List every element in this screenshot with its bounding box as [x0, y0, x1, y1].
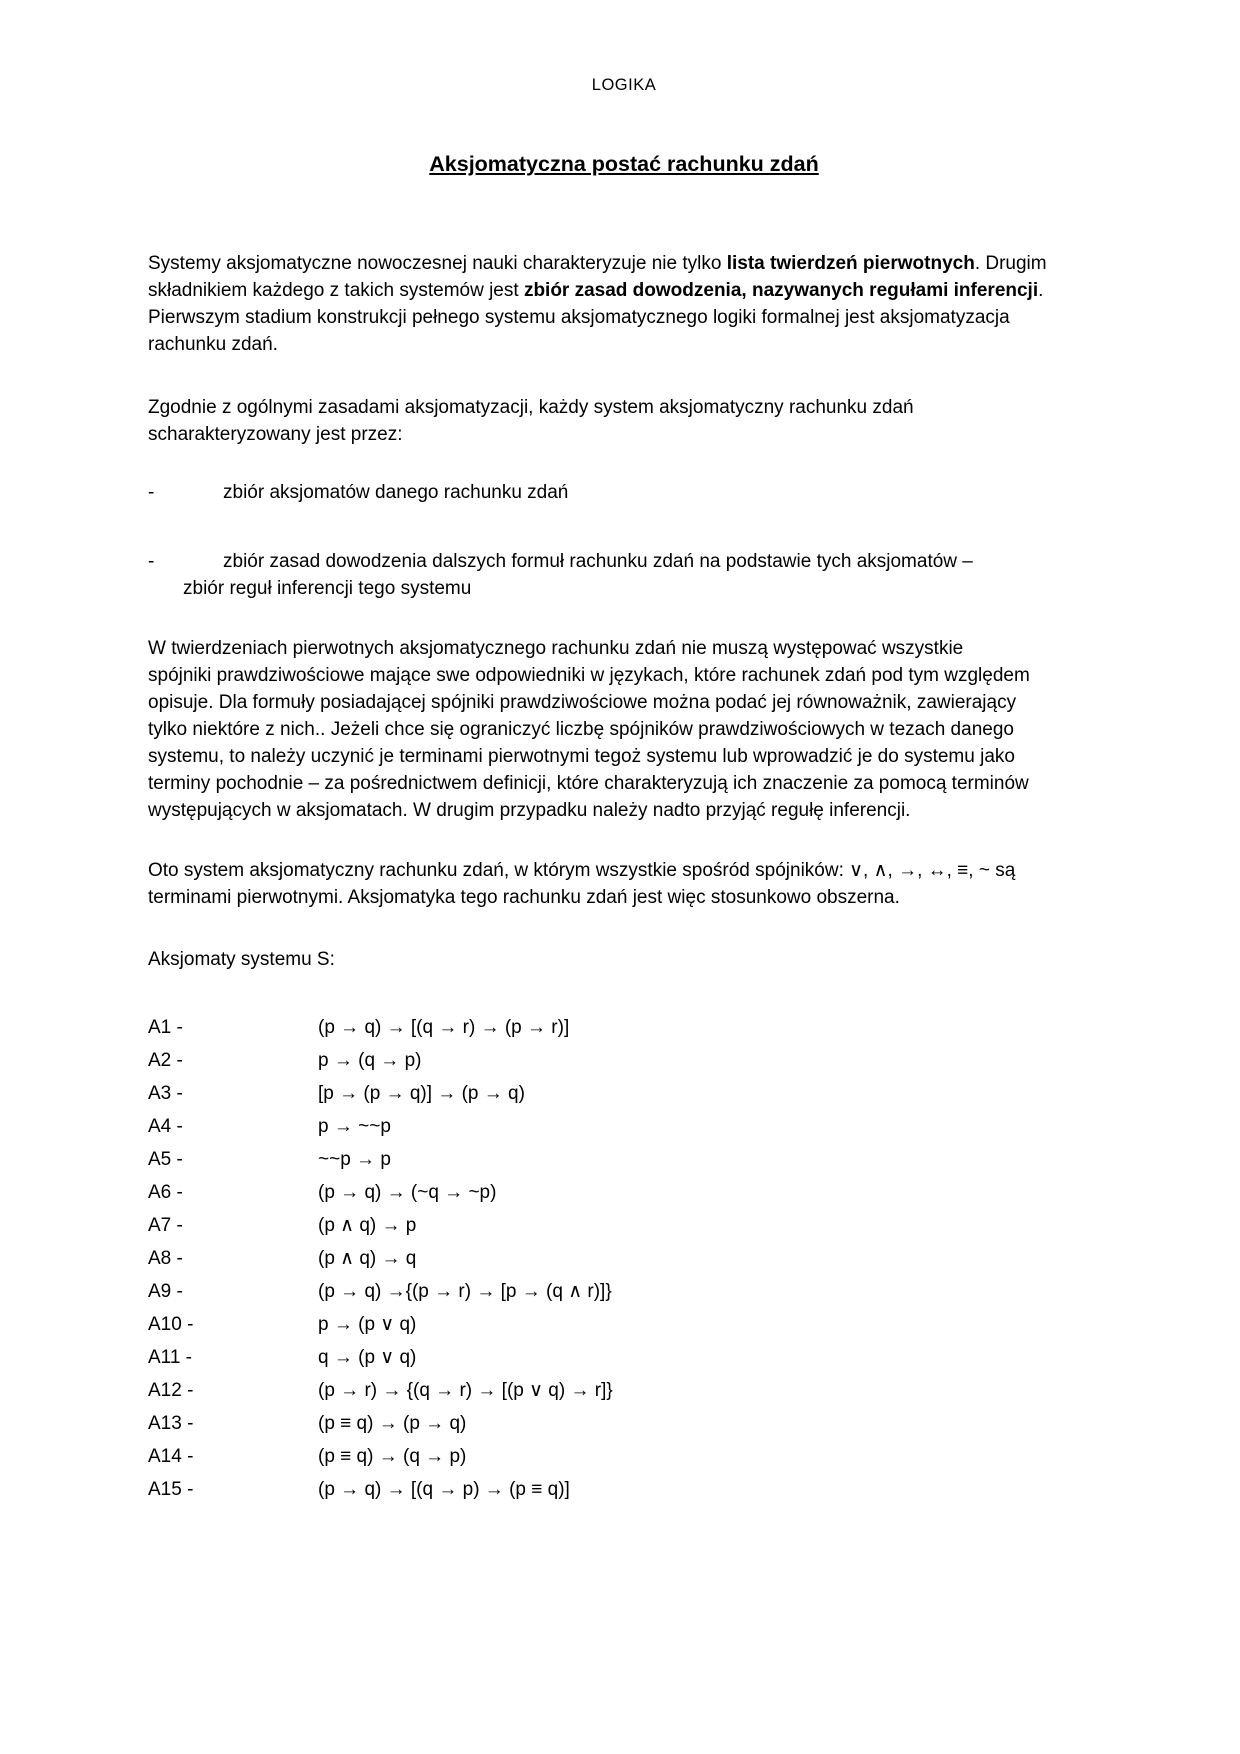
intro-text: . Pierwszym stadium konstrukcji pełnego systemu aksjomatycznego logiki formalnej jest aksjomatyzacja rachunku zdań.	[148, 280, 1044, 355]
paragraph-twierdzenia: W twierdzeniach pierwotnych aksjomatycznego rachunku zdań nie muszą występować wszystkie spójniki prawdziwościowe mające swe odpowiedniki w językach, które rachunek zdań pod tym względem opisuje. Dla formuły posiadającej spójniki prawdziwościowe można podać jej równoważnik, zawierający tylko niektóre z nich.. Jeżeli chce się ograniczyć liczbę spójników prawdziwościowych w tezach danego systemu, to należy uczynić je terminami pierwotnymi tegoż systemu lub wprowadzić je do systemu jako terminy pochodnie – za pośrednictwem definicji, które charakteryzują ich znaczenie za pomocą terminów występujących w aksjomatach. W drugim przypadku należy nadto przyjąć regułę inferencji.	[148, 638, 1030, 821]
axiom-formula: q → (p ∨ q)	[318, 1347, 417, 1368]
axiom-row	[148, 1308, 1100, 1341]
axiom-row	[148, 1275, 1100, 1308]
axiom-row	[148, 1110, 1100, 1143]
axiom-row	[148, 1341, 1100, 1374]
axiom-label: A5 -	[148, 1149, 183, 1170]
page-header: LOGIKA	[591, 76, 657, 94]
axioms-heading: Aksjomaty systemu S:	[148, 949, 335, 970]
axiom-formula: p → (p ∨ q)	[318, 1314, 417, 1335]
axioms-list	[148, 1011, 1100, 1506]
paragraph-intro	[148, 250, 1100, 358]
axiom-label: A7 -	[148, 1215, 183, 1236]
axiom-label: A1 -	[148, 1017, 183, 1038]
axiom-row	[148, 1242, 1100, 1275]
intro-bold-1: lista twierdzeń pierwotnych	[726, 253, 975, 274]
axiom-row	[148, 1143, 1100, 1176]
axiom-formula: p → (q → p)	[318, 1050, 422, 1071]
axiom-label: A3 -	[148, 1083, 183, 1104]
axiom-row	[148, 1440, 1100, 1473]
axiom-label: A4 -	[148, 1116, 183, 1137]
axiom-row	[148, 1044, 1100, 1077]
paragraph-zgodnie: Zgodnie z ogólnymi zasadami aksjomatyzacji, każdy system aksjomatyczny rachunku zdań scharakteryzowany jest przez:	[148, 397, 914, 445]
axiom-label: A2 -	[148, 1050, 183, 1071]
bullet-dash: -	[148, 551, 155, 572]
axiom-formula: (p → q) → [(q → r) → (p → r)]	[318, 1017, 570, 1038]
axiom-row	[148, 1011, 1100, 1044]
page-title	[148, 150, 1100, 178]
axiom-row	[148, 1473, 1100, 1506]
axiom-formula: [p → (p → q)] → (p → q)	[318, 1083, 525, 1104]
axiom-formula: (p ∧ q) → p	[318, 1215, 417, 1236]
intro-text: Systemy aksjomatyczne nowoczesnej nauki charakteryzuje nie tylko	[148, 253, 727, 274]
axiom-label: A15 -	[148, 1479, 194, 1500]
axiom-formula: (p ≡ q) → (q → p)	[318, 1446, 467, 1467]
axiom-formula: (p ≡ q) → (p → q)	[318, 1413, 467, 1434]
axiom-label: A14 -	[148, 1446, 194, 1467]
axiom-formula: ~~p → p	[318, 1149, 391, 1170]
page-title-text: Aksjomatyczna postać rachunku zdań	[429, 152, 819, 176]
axiom-label: A13 -	[148, 1413, 194, 1434]
list-item-text: zbiór aksjomatów danego rachunku zdań	[223, 482, 569, 503]
intro-bold-2: zbiór zasad dowodzenia, nazywanych regułami inferencji	[523, 280, 1039, 301]
intro-text: . Drugim składnikiem każdego z takich systemów jest	[148, 253, 1047, 301]
axiom-formula: (p ∧ q) → q	[318, 1248, 417, 1269]
axiom-formula: (p → q) → [(q → p) → (p ≡ q)]	[318, 1479, 570, 1500]
axiom-row	[148, 1407, 1100, 1440]
axiom-formula: (p → q) → (~q → ~p)	[318, 1182, 497, 1203]
axiom-row	[148, 1176, 1100, 1209]
list-item-text: zbiór zasad dowodzenia dalszych formuł rachunku zdań na podstawie tych aksjomatów – zbiór reguł inferencji tego systemu	[183, 551, 973, 599]
axiom-label: A12 -	[148, 1380, 194, 1401]
list-item	[148, 479, 1100, 506]
axiom-label: A8 -	[148, 1248, 183, 1269]
bullet-dash: -	[148, 482, 155, 503]
axiom-label: A11 -	[148, 1347, 193, 1368]
axiom-row	[148, 1374, 1100, 1407]
axiom-label: A10 -	[148, 1314, 194, 1335]
axiom-row	[148, 1077, 1100, 1110]
axiom-label: A6 -	[148, 1182, 183, 1203]
axiom-formula: p → ~~p	[318, 1116, 391, 1137]
axiom-label: A9 -	[148, 1281, 183, 1302]
paragraph-oto: Oto system aksjomatyczny rachunku zdań, w którym wszystkie spośród spójników: ∨, ∧, →, ↔, ≡, ~ są terminami pierwotnymi. Aksjomatyka tego rachunku zdań jest więc stosunkowo obszerna.	[148, 860, 1016, 908]
axiom-formula: (p → r) → {(q → r) → [(p ∨ q) → r]}	[318, 1380, 613, 1401]
axiom-row	[148, 1209, 1100, 1242]
list-item	[148, 548, 1100, 602]
axiom-formula: (p → q) →{(p → r) → [p → (q ∧ r)]}	[318, 1281, 612, 1302]
